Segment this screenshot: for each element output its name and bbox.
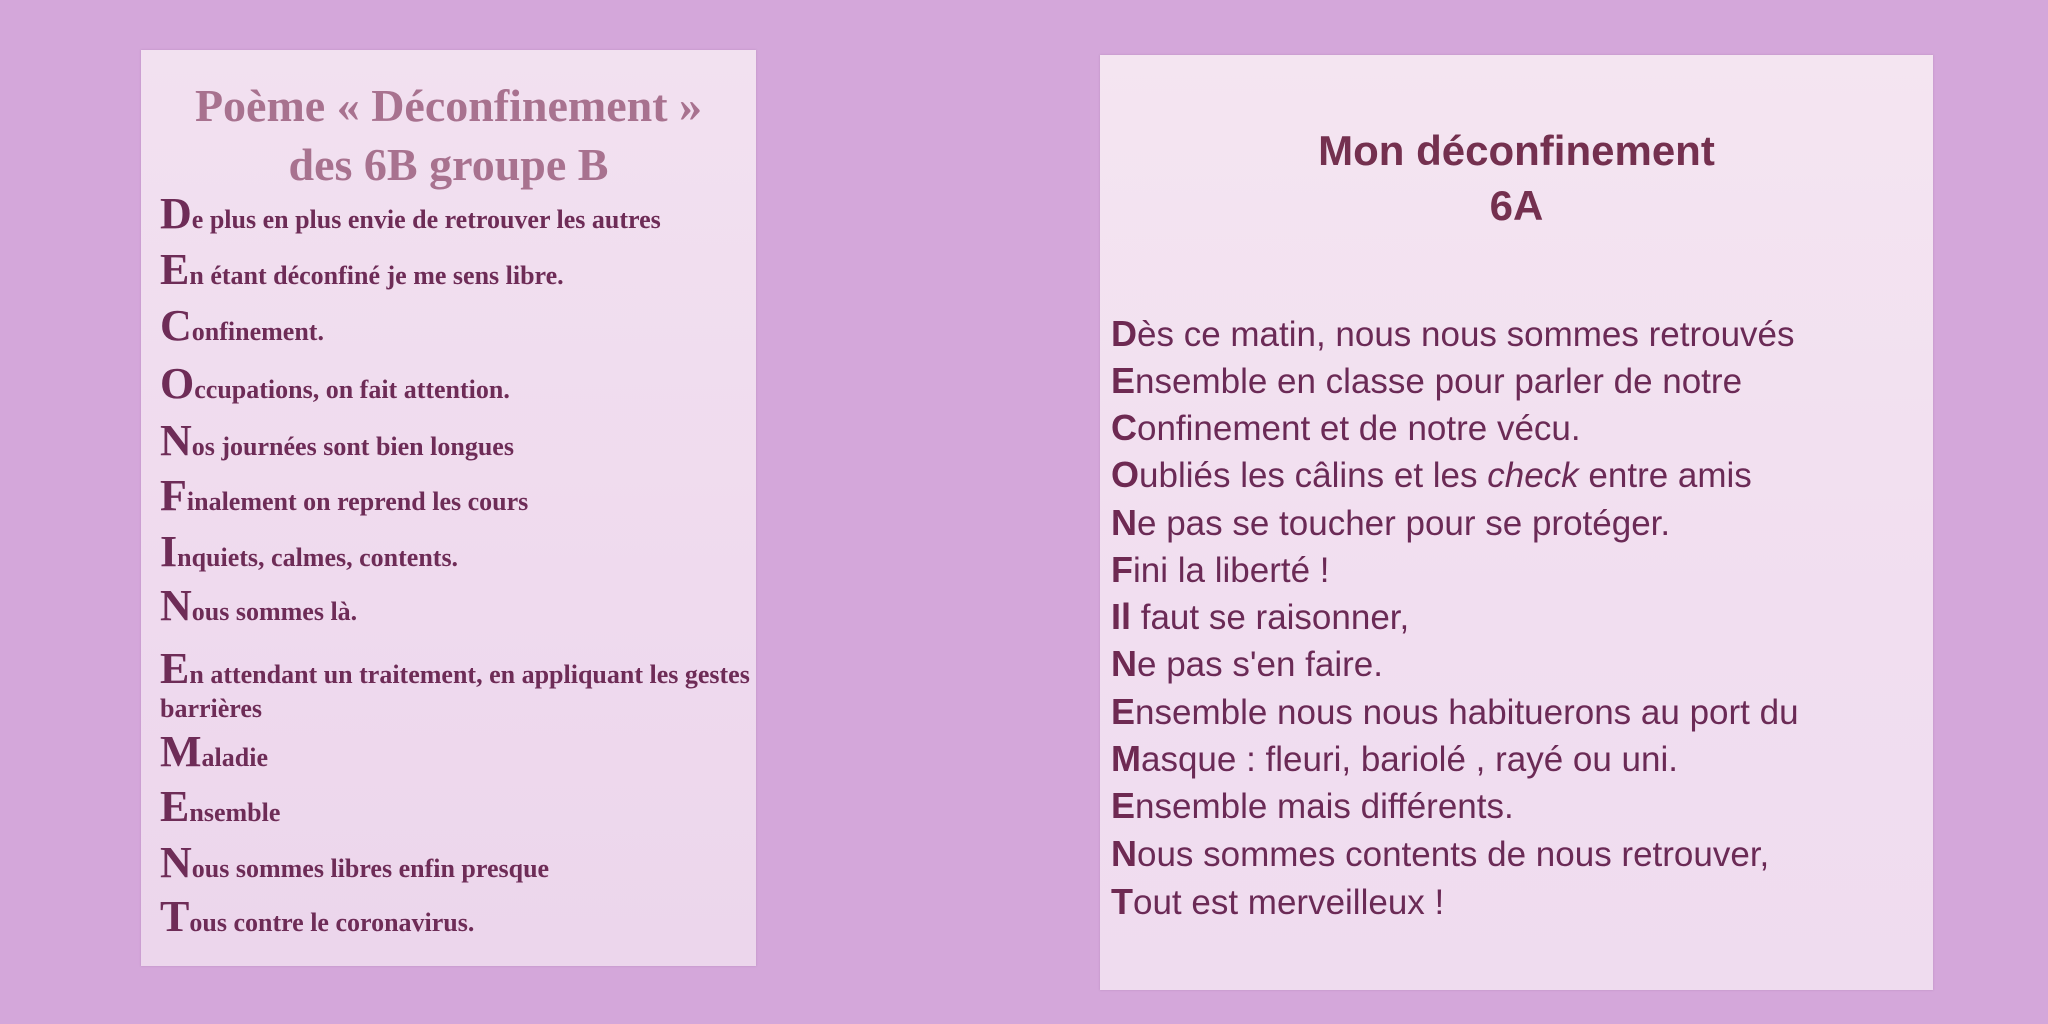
right-poem-line xyxy=(1111,643,1383,685)
line-initial: E xyxy=(160,782,190,831)
line-text-after: entre amis xyxy=(1578,456,1752,495)
line-initial: M xyxy=(1111,738,1141,779)
right-poem-title-line1: Mon déconfinement xyxy=(1318,127,1715,174)
line-text: out est merveilleux ! xyxy=(1133,883,1445,922)
left-poem-line xyxy=(160,838,550,887)
left-poem-sheet xyxy=(141,50,756,966)
line-text: ous contre le coronavirus. xyxy=(189,908,475,937)
right-poem-sheet xyxy=(1100,55,1933,990)
left-poem-line xyxy=(160,416,514,465)
line-initial: F xyxy=(160,471,187,520)
line-italic-word: check xyxy=(1487,456,1579,495)
line-initial: T xyxy=(160,892,190,941)
left-poem-title xyxy=(141,76,756,194)
right-poem-line xyxy=(1111,881,1444,923)
line-initial: M xyxy=(160,727,202,776)
line-text: ccupations, on fait attention. xyxy=(194,375,510,404)
line-text: n attendant un traitement, en appliquant les gestes barrières xyxy=(160,660,750,723)
left-poem-line xyxy=(160,782,281,831)
line-text: nquiets, calmes, contents. xyxy=(177,543,459,572)
right-poem-line xyxy=(1111,549,1329,591)
left-poem-line xyxy=(160,727,268,776)
right-poem-line xyxy=(1111,360,1742,402)
line-text: onfinement et de notre vécu. xyxy=(1137,409,1581,448)
line-initial: D xyxy=(160,189,192,238)
line-initial: N xyxy=(1111,502,1137,543)
left-poem-title-line1: Poème « Déconfinement » xyxy=(194,80,703,131)
left-poem-line xyxy=(160,301,324,350)
left-poem-line xyxy=(160,892,475,941)
line-text: ès ce matin, nous nous sommes retrouvés xyxy=(1137,315,1795,354)
left-poem-line xyxy=(160,471,529,520)
left-poem-line xyxy=(160,189,661,238)
right-poem-line xyxy=(1111,502,1670,544)
line-initial: I xyxy=(160,527,178,576)
left-poem-title-line2: des 6B groupe B xyxy=(288,139,609,190)
line-text: onfinement. xyxy=(191,317,324,346)
right-poem-line xyxy=(1111,785,1514,827)
line-text: nsemble xyxy=(189,798,281,827)
line-initial: Il xyxy=(1111,596,1132,637)
line-text: e plus en plus envie de retrouver les autres xyxy=(191,205,661,234)
right-poem-line xyxy=(1111,738,1678,780)
line-text: e pas se toucher pour se protéger. xyxy=(1137,504,1671,543)
right-poem-title-line2: 6A xyxy=(1489,182,1544,229)
line-initial: T xyxy=(1111,881,1133,922)
line-initial: N xyxy=(160,838,192,887)
line-text: e pas s'en faire. xyxy=(1137,645,1383,684)
line-initial: O xyxy=(1111,454,1140,495)
line-initial: E xyxy=(160,245,190,294)
left-poem-line xyxy=(160,644,750,726)
line-text: faut se raisonner, xyxy=(1131,598,1410,637)
line-text: nsemble nous nous habituerons au port du xyxy=(1135,693,1799,732)
line-initial: E xyxy=(1111,691,1136,732)
line-text: n étant déconfiné je me sens libre. xyxy=(189,261,564,290)
line-initial: E xyxy=(1111,360,1136,401)
line-initial: E xyxy=(160,644,190,693)
line-text: ous sommes contents de nous retrouver, xyxy=(1137,835,1770,874)
line-initial: N xyxy=(1111,833,1137,874)
left-poem-line xyxy=(160,359,510,408)
left-poem-line xyxy=(160,581,358,630)
line-text: inalement on reprend les cours xyxy=(186,487,529,516)
right-poem-line xyxy=(1111,596,1409,638)
line-initial: N xyxy=(160,416,192,465)
right-poem-line xyxy=(1111,313,1795,355)
right-poem-line xyxy=(1111,454,1752,496)
line-initial: C xyxy=(1111,407,1137,448)
right-poem-line xyxy=(1111,407,1581,449)
right-poem-title xyxy=(1100,123,1933,233)
line-text: aladie xyxy=(201,743,268,772)
line-text: ini la liberté ! xyxy=(1133,551,1330,590)
right-poem-line xyxy=(1111,691,1799,733)
right-poem-line xyxy=(1111,833,1769,875)
line-text: ous sommes là. xyxy=(191,597,358,626)
line-initial: D xyxy=(1111,313,1137,354)
line-text: nsemble mais différents. xyxy=(1135,787,1514,826)
line-initial: E xyxy=(1111,785,1136,826)
left-poem-line xyxy=(160,245,564,294)
line-initial: N xyxy=(1111,643,1137,684)
line-initial: O xyxy=(160,359,195,408)
line-initial: F xyxy=(1111,549,1133,590)
line-text: asque : fleuri, bariolé , rayé ou uni. xyxy=(1141,740,1678,779)
line-initial: N xyxy=(160,581,192,630)
line-initial: C xyxy=(160,301,192,350)
line-text: ubliés les câlins et les xyxy=(1139,456,1488,495)
line-text: os journées sont bien longues xyxy=(191,432,514,461)
left-poem-line xyxy=(160,527,459,576)
line-text: nsemble en classe pour parler de notre xyxy=(1135,362,1743,401)
line-text: ous sommes libres enfin presque xyxy=(191,854,550,883)
